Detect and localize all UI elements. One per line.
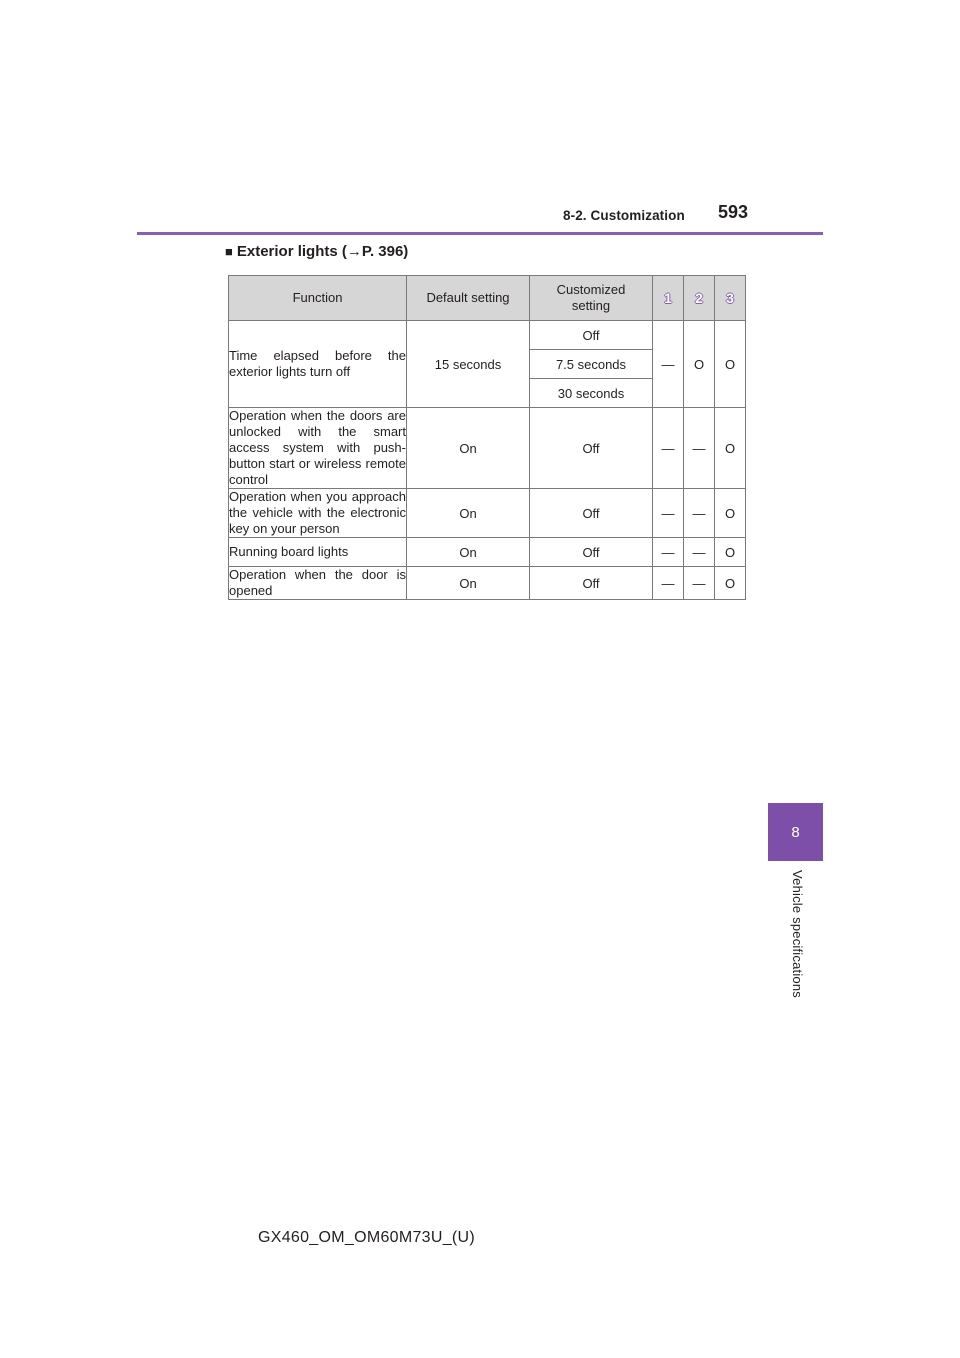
document-code: GX460_OM_OM60M73U_(U) bbox=[258, 1229, 476, 1246]
customized-cell: Off bbox=[530, 408, 653, 489]
availability-2: — bbox=[684, 408, 715, 489]
section-heading-text: Exterior lights (→P. 396) bbox=[236, 243, 409, 260]
customization-table bbox=[228, 275, 746, 600]
availability-3: O bbox=[715, 489, 746, 538]
column-header-customized bbox=[530, 276, 653, 321]
column-number-3: 3 bbox=[726, 290, 734, 306]
column-header-1 bbox=[653, 276, 684, 321]
column-header-2 bbox=[684, 276, 715, 321]
availability-3: O bbox=[715, 321, 746, 408]
availability-1: — bbox=[653, 567, 684, 600]
function-cell: Operation when you approach the vehicle with the electronic key on your person bbox=[229, 489, 406, 536]
table-row bbox=[229, 489, 746, 538]
customized-cell: Off bbox=[530, 538, 653, 567]
table-row bbox=[229, 567, 746, 600]
customized-cell: Off bbox=[530, 567, 653, 600]
availability-3: O bbox=[715, 408, 746, 489]
customized-cell: Off bbox=[530, 489, 653, 538]
availability-1: — bbox=[653, 489, 684, 538]
customized-cell: 7.5 seconds bbox=[530, 350, 653, 379]
column-header-function: Function bbox=[229, 276, 407, 321]
running-header-section: 8-2. Customization bbox=[563, 208, 685, 223]
column-header-customized-text: Customized setting bbox=[556, 282, 626, 313]
table-row bbox=[229, 538, 746, 567]
availability-1: — bbox=[653, 538, 684, 567]
table-row bbox=[229, 321, 746, 350]
function-cell: Operation when the door is opened bbox=[229, 567, 406, 598]
availability-1: — bbox=[653, 321, 684, 408]
availability-2: O bbox=[684, 321, 715, 408]
section-heading bbox=[225, 243, 408, 260]
function-cell: Operation when the doors are unlocked with the smart access system with push-button start or wireless remote control bbox=[229, 408, 406, 487]
customized-cell: Off bbox=[530, 321, 653, 350]
default-cell: On bbox=[407, 567, 530, 600]
square-bullet-icon: ■ bbox=[225, 244, 233, 259]
column-header-default: Default setting bbox=[407, 276, 530, 321]
header-divider bbox=[137, 232, 823, 235]
availability-2: — bbox=[684, 567, 715, 600]
default-cell: 15 seconds bbox=[407, 321, 530, 408]
default-cell: On bbox=[407, 538, 530, 567]
availability-1: — bbox=[653, 408, 684, 489]
availability-3: O bbox=[715, 538, 746, 567]
column-number-2: 2 bbox=[695, 290, 703, 306]
column-number-1: 1 bbox=[664, 290, 672, 306]
chapter-label: Vehicle specifications bbox=[790, 870, 805, 998]
chapter-number: 8 bbox=[791, 823, 800, 841]
default-cell: On bbox=[407, 408, 530, 489]
availability-2: — bbox=[684, 538, 715, 567]
column-header-3 bbox=[715, 276, 746, 321]
function-cell: Time elapsed before the exterior lights turn off bbox=[229, 321, 407, 408]
page-number: 593 bbox=[718, 202, 749, 222]
availability-3: O bbox=[715, 567, 746, 600]
default-cell: On bbox=[407, 489, 530, 538]
customized-cell: 30 seconds bbox=[530, 379, 653, 408]
chapter-tab bbox=[768, 803, 823, 861]
table-row bbox=[229, 408, 746, 489]
function-cell: Running board lights bbox=[229, 538, 407, 567]
table-header-row bbox=[229, 276, 746, 321]
availability-2: — bbox=[684, 489, 715, 538]
